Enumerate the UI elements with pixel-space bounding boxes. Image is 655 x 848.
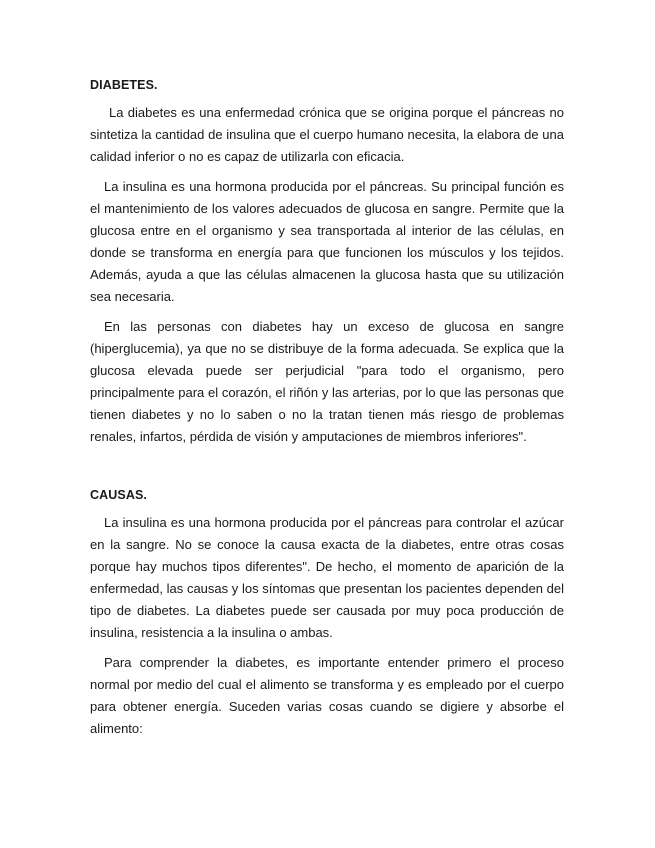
paragraph-insulin-function: La insulina es una hormona producida por el páncreas. Su principal función es el mantenimiento de los valores adecuados de glucosa en sangre. Permite que la glucosa entre en el organismo y sea transportada al interior de las células, en donde se transforma en energía para que funcionen los músculos y los tejidos. Además, ayuda a que las células almacenen la glucosa hasta que su utilización sea necesaria.	[90, 179, 564, 304]
paragraph-hyperglycemia: En las personas con diabetes hay un exceso de glucosa en sangre (hiperglucemia), ya que no se distribuye de la forma adecuada. Se explica que la glucosa elevada puede ser perjudicial "para todo el organismo, pero principalmente para el corazón, el riñón y las arterias, por lo que las personas que tienen diabetes y no lo saben o no la tratan tienen más riesgo de problemas renales, infartos, pérdida de visión y amputaciones de miembros inferiores".	[90, 319, 564, 444]
paragraph-digestion: Para comprender la diabetes, es importante entender primero el proceso normal por medio del cual el alimento se transforma y es empleado por el cuerpo para obtener energía. Suceden varias cosas cuando se digiere y absorbe el alimento:	[90, 655, 564, 736]
section-heading-diabetes: DIABETES.	[90, 78, 158, 92]
paragraph-diabetes-definition: La diabetes es una enfermedad crónica que se origina porque el páncreas no sintetiza la cantidad de insulina que el cuerpo humano necesita, la elabora de una calidad inferior o no es capaz de utilizarla con eficacia.	[90, 105, 564, 164]
document-page	[90, 74, 564, 748]
paragraph-causes: La insulina es una hormona producida por el páncreas para controlar el azúcar en la sangre. No se conoce la causa exacta de la diabetes, entre otras cosas porque hay muchos tipos diferentes". De hecho, el momento de aparición de la enfermedad, las causas y los síntomas que presentan los pacientes dependen del tipo de diabetes. La diabetes puede ser causada por muy poca producción de insulina, resistencia a la insulina o ambas.	[90, 515, 564, 640]
section-heading-causas: CAUSAS.	[90, 488, 147, 502]
section-spacer	[90, 456, 564, 484]
